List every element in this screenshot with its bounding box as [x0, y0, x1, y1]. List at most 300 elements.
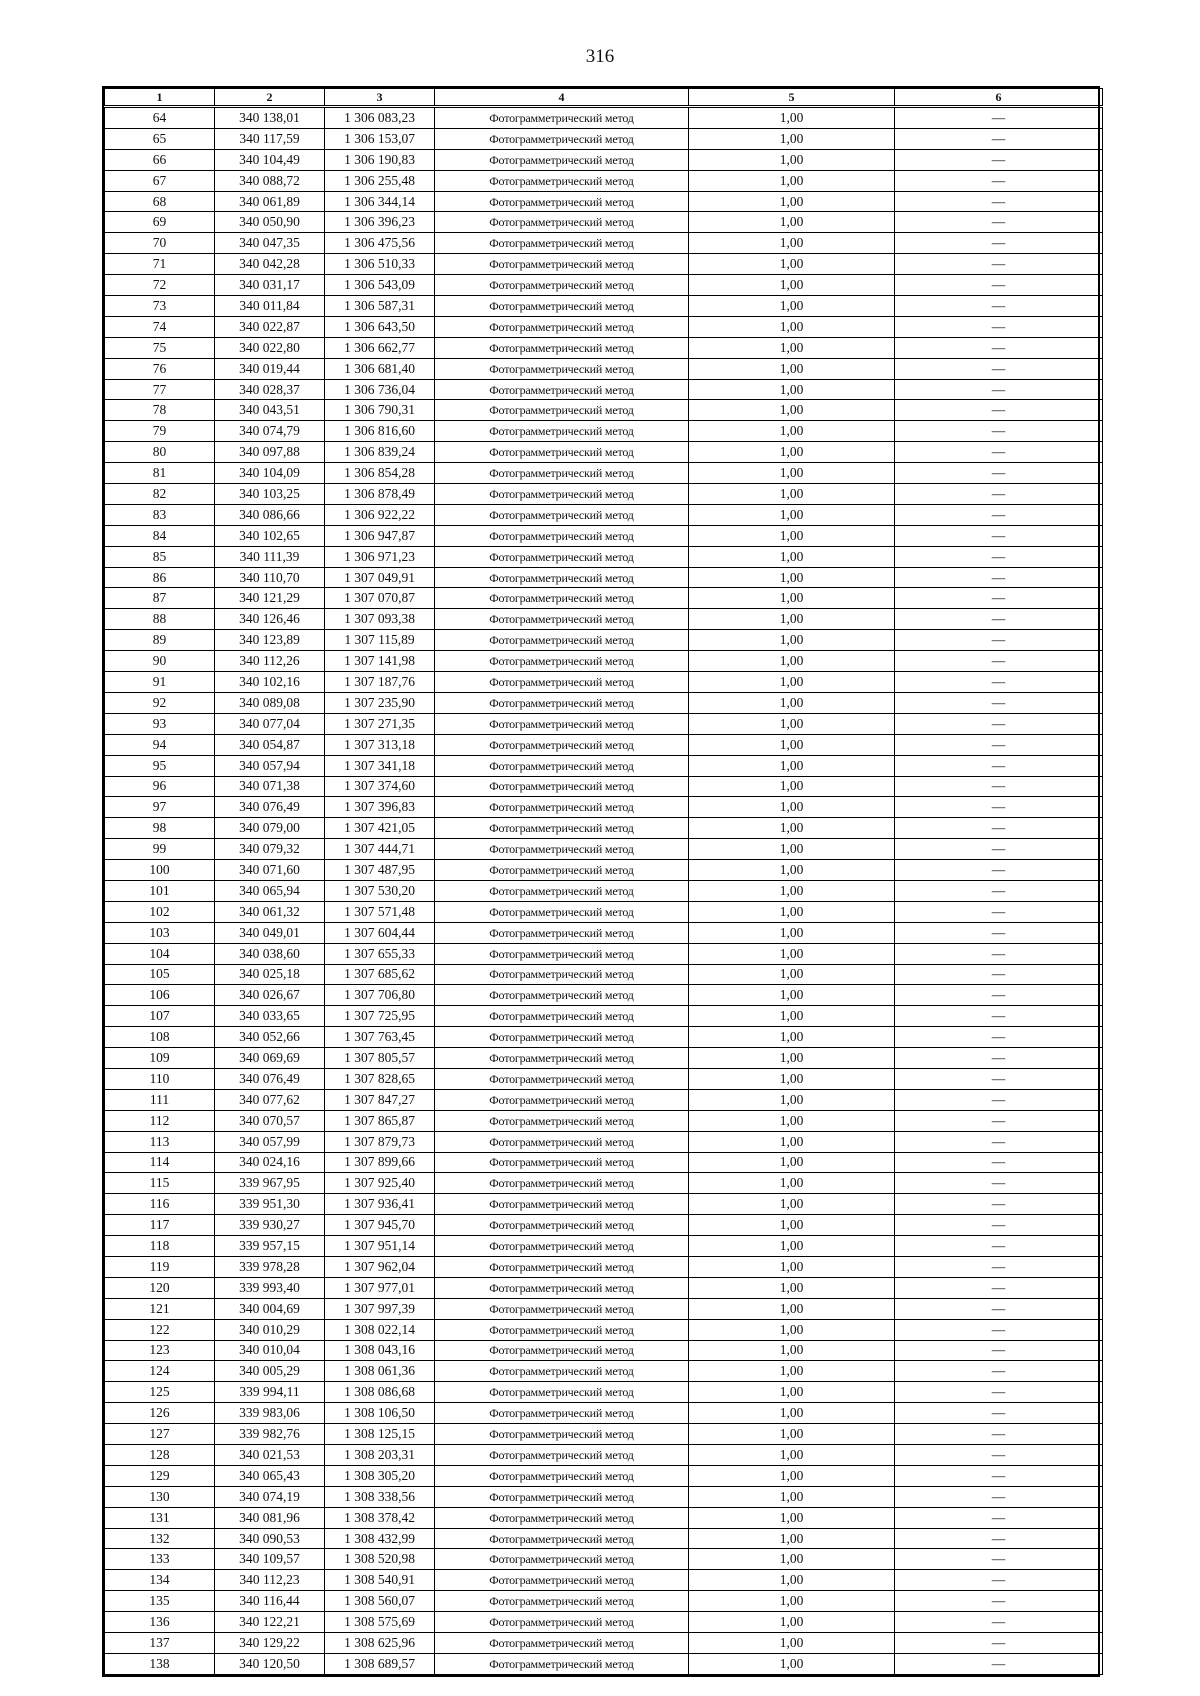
accuracy-cell: 1,00 [689, 1298, 895, 1319]
point-number-cell: 111 [105, 1089, 215, 1110]
y-coordinate-cell: 1 307 805,57 [325, 1048, 435, 1069]
point-number-cell: 135 [105, 1591, 215, 1612]
method-cell: Фотограмметрический метод [435, 275, 689, 296]
method-cell: Фотограмметрический метод [435, 901, 689, 922]
y-coordinate-cell: 1 308 625,96 [325, 1633, 435, 1654]
method-cell: Фотограмметрический метод [435, 170, 689, 191]
accuracy-cell: 1,00 [689, 1215, 895, 1236]
method-cell: Фотограмметрический метод [435, 692, 689, 713]
y-coordinate-cell: 1 308 106,50 [325, 1403, 435, 1424]
method-cell: Фотограмметрический метод [435, 421, 689, 442]
accuracy-cell: 1,00 [689, 1131, 895, 1152]
method-cell: Фотограмметрический метод [435, 1528, 689, 1549]
y-coordinate-cell: 1 307 421,05 [325, 818, 435, 839]
y-coordinate-cell: 1 306 947,87 [325, 525, 435, 546]
x-coordinate-cell: 340 112,23 [215, 1570, 325, 1591]
accuracy-cell: 1,00 [689, 170, 895, 191]
description-cell: — [895, 1131, 1103, 1152]
description-cell: — [895, 212, 1103, 233]
table-row [105, 1653, 1103, 1674]
description-cell: — [895, 964, 1103, 985]
point-number-cell: 131 [105, 1507, 215, 1528]
table-row [105, 1361, 1103, 1382]
description-cell: — [895, 797, 1103, 818]
point-number-cell: 91 [105, 672, 215, 693]
method-cell: Фотограмметрический метод [435, 233, 689, 254]
x-coordinate-cell: 340 047,35 [215, 233, 325, 254]
y-coordinate-cell: 1 308 378,42 [325, 1507, 435, 1528]
y-coordinate-cell: 1 307 925,40 [325, 1173, 435, 1194]
accuracy-cell: 1,00 [689, 504, 895, 525]
point-number-cell: 121 [105, 1298, 215, 1319]
point-number-cell: 137 [105, 1633, 215, 1654]
accuracy-cell: 1,00 [689, 149, 895, 170]
method-cell: Фотограмметрический метод [435, 1424, 689, 1445]
x-coordinate-cell: 340 088,72 [215, 170, 325, 191]
x-coordinate-cell: 340 077,04 [215, 713, 325, 734]
method-cell: Фотограмметрический метод [435, 546, 689, 567]
description-cell: — [895, 1403, 1103, 1424]
y-coordinate-cell: 1 306 153,07 [325, 128, 435, 149]
point-number-cell: 93 [105, 713, 215, 734]
accuracy-cell: 1,00 [689, 1633, 895, 1654]
x-coordinate-cell: 340 104,09 [215, 463, 325, 484]
method-cell: Фотограмметрический метод [435, 128, 689, 149]
point-number-cell: 85 [105, 546, 215, 567]
table-row [105, 1403, 1103, 1424]
table-row [105, 212, 1103, 233]
accuracy-cell: 1,00 [689, 1403, 895, 1424]
x-coordinate-cell: 340 097,88 [215, 442, 325, 463]
y-coordinate-cell: 1 306 854,28 [325, 463, 435, 484]
point-number-cell: 102 [105, 901, 215, 922]
table-row [105, 860, 1103, 881]
description-cell: — [895, 254, 1103, 275]
table-row [105, 692, 1103, 713]
method-cell: Фотограмметрический метод [435, 1048, 689, 1069]
description-cell: — [895, 755, 1103, 776]
table-row [105, 609, 1103, 630]
accuracy-cell: 1,00 [689, 651, 895, 672]
table-row [105, 107, 1103, 129]
point-number-cell: 89 [105, 630, 215, 651]
method-cell: Фотограмметрический метод [435, 1089, 689, 1110]
description-cell: — [895, 1027, 1103, 1048]
x-coordinate-cell: 340 010,04 [215, 1340, 325, 1361]
method-cell: Фотограмметрический метод [435, 442, 689, 463]
y-coordinate-cell: 1 306 816,60 [325, 421, 435, 442]
accuracy-cell: 1,00 [689, 860, 895, 881]
x-coordinate-cell: 340 005,29 [215, 1361, 325, 1382]
point-number-cell: 113 [105, 1131, 215, 1152]
method-cell: Фотограмметрический метод [435, 1006, 689, 1027]
point-number-cell: 103 [105, 922, 215, 943]
accuracy-cell: 1,00 [689, 1173, 895, 1194]
method-cell: Фотограмметрический метод [435, 1152, 689, 1173]
description-cell: — [895, 1089, 1103, 1110]
point-number-cell: 123 [105, 1340, 215, 1361]
point-number-cell: 98 [105, 818, 215, 839]
description-cell: — [895, 651, 1103, 672]
description-cell: — [895, 1215, 1103, 1236]
y-coordinate-cell: 1 308 061,36 [325, 1361, 435, 1382]
method-cell: Фотограмметрический метод [435, 630, 689, 651]
method-cell: Фотограмметрический метод [435, 776, 689, 797]
description-cell: — [895, 776, 1103, 797]
description-cell: — [895, 1653, 1103, 1674]
table-row [105, 254, 1103, 275]
method-cell: Фотограмметрический метод [435, 1277, 689, 1298]
y-coordinate-cell: 1 307 049,91 [325, 567, 435, 588]
point-number-cell: 127 [105, 1424, 215, 1445]
description-cell: — [895, 985, 1103, 1006]
table-row [105, 1319, 1103, 1340]
column-header-6: 6 [895, 89, 1103, 107]
table-row [105, 358, 1103, 379]
point-number-cell: 77 [105, 379, 215, 400]
accuracy-cell: 1,00 [689, 1528, 895, 1549]
accuracy-cell: 1,00 [689, 1068, 895, 1089]
table-row [105, 1507, 1103, 1528]
accuracy-cell: 1,00 [689, 254, 895, 275]
y-coordinate-cell: 1 306 475,56 [325, 233, 435, 254]
y-coordinate-cell: 1 307 141,98 [325, 651, 435, 672]
description-cell: — [895, 1340, 1103, 1361]
point-number-cell: 94 [105, 734, 215, 755]
description-cell: — [895, 128, 1103, 149]
point-number-cell: 136 [105, 1612, 215, 1633]
table-row [105, 1382, 1103, 1403]
x-coordinate-cell: 340 116,44 [215, 1591, 325, 1612]
table-row [105, 964, 1103, 985]
y-coordinate-cell: 1 307 235,90 [325, 692, 435, 713]
y-coordinate-cell: 1 307 951,14 [325, 1236, 435, 1257]
method-cell: Фотограмметрический метод [435, 1570, 689, 1591]
x-coordinate-cell: 340 076,49 [215, 797, 325, 818]
column-header-4: 4 [435, 89, 689, 107]
point-number-cell: 105 [105, 964, 215, 985]
description-cell: — [895, 1570, 1103, 1591]
accuracy-cell: 1,00 [689, 1570, 895, 1591]
table-row [105, 421, 1103, 442]
point-number-cell: 116 [105, 1194, 215, 1215]
description-cell: — [895, 1633, 1103, 1654]
accuracy-cell: 1,00 [689, 191, 895, 212]
description-cell: — [895, 1445, 1103, 1466]
point-number-cell: 128 [105, 1445, 215, 1466]
description-cell: — [895, 546, 1103, 567]
column-header-3: 3 [325, 89, 435, 107]
description-cell: — [895, 588, 1103, 609]
x-coordinate-cell: 340 052,66 [215, 1027, 325, 1048]
x-coordinate-cell: 339 994,11 [215, 1382, 325, 1403]
point-number-cell: 124 [105, 1361, 215, 1382]
method-cell: Фотограмметрический метод [435, 1194, 689, 1215]
method-cell: Фотограмметрический метод [435, 1507, 689, 1528]
accuracy-cell: 1,00 [689, 1361, 895, 1382]
method-cell: Фотограмметрический метод [435, 1173, 689, 1194]
x-coordinate-cell: 340 104,49 [215, 149, 325, 170]
accuracy-cell: 1,00 [689, 316, 895, 337]
x-coordinate-cell: 340 129,22 [215, 1633, 325, 1654]
table-row [105, 839, 1103, 860]
x-coordinate-cell: 340 043,51 [215, 400, 325, 421]
table-row [105, 588, 1103, 609]
method-cell: Фотограмметрический метод [435, 1612, 689, 1633]
accuracy-cell: 1,00 [689, 296, 895, 317]
x-coordinate-cell: 340 019,44 [215, 358, 325, 379]
method-cell: Фотограмметрический метод [435, 316, 689, 337]
x-coordinate-cell: 340 103,25 [215, 484, 325, 505]
y-coordinate-cell: 1 307 997,39 [325, 1298, 435, 1319]
accuracy-cell: 1,00 [689, 1382, 895, 1403]
x-coordinate-cell: 339 978,28 [215, 1256, 325, 1277]
y-coordinate-cell: 1 307 187,76 [325, 672, 435, 693]
table-row [105, 233, 1103, 254]
point-number-cell: 95 [105, 755, 215, 776]
table-row [105, 1445, 1103, 1466]
point-number-cell: 76 [105, 358, 215, 379]
accuracy-cell: 1,00 [689, 880, 895, 901]
method-cell: Фотограмметрический метод [435, 1403, 689, 1424]
x-coordinate-cell: 340 065,94 [215, 880, 325, 901]
description-cell: — [895, 400, 1103, 421]
y-coordinate-cell: 1 308 689,57 [325, 1653, 435, 1674]
point-number-cell: 101 [105, 880, 215, 901]
y-coordinate-cell: 1 306 971,23 [325, 546, 435, 567]
point-number-cell: 66 [105, 149, 215, 170]
accuracy-cell: 1,00 [689, 358, 895, 379]
table-row [105, 776, 1103, 797]
description-cell: — [895, 504, 1103, 525]
method-cell: Фотограмметрический метод [435, 1319, 689, 1340]
table-row [105, 316, 1103, 337]
y-coordinate-cell: 1 308 203,31 [325, 1445, 435, 1466]
y-coordinate-cell: 1 307 604,44 [325, 922, 435, 943]
table-row [105, 1110, 1103, 1131]
method-cell: Фотограмметрический метод [435, 1382, 689, 1403]
description-cell: — [895, 484, 1103, 505]
accuracy-cell: 1,00 [689, 797, 895, 818]
y-coordinate-cell: 1 306 681,40 [325, 358, 435, 379]
description-cell: — [895, 734, 1103, 755]
x-coordinate-cell: 340 028,37 [215, 379, 325, 400]
method-cell: Фотограмметрический метод [435, 818, 689, 839]
x-coordinate-cell: 340 038,60 [215, 943, 325, 964]
point-number-cell: 68 [105, 191, 215, 212]
y-coordinate-cell: 1 308 432,99 [325, 1528, 435, 1549]
description-cell: — [895, 1006, 1103, 1027]
y-coordinate-cell: 1 307 313,18 [325, 734, 435, 755]
table-row [105, 1027, 1103, 1048]
y-coordinate-cell: 1 307 571,48 [325, 901, 435, 922]
method-cell: Фотограмметрический метод [435, 880, 689, 901]
point-number-cell: 119 [105, 1256, 215, 1277]
method-cell: Фотограмметрический метод [435, 1131, 689, 1152]
y-coordinate-cell: 1 308 560,07 [325, 1591, 435, 1612]
description-cell: — [895, 1194, 1103, 1215]
table-row [105, 1486, 1103, 1507]
y-coordinate-cell: 1 306 255,48 [325, 170, 435, 191]
table-row [105, 170, 1103, 191]
accuracy-cell: 1,00 [689, 1194, 895, 1215]
x-coordinate-cell: 340 033,65 [215, 1006, 325, 1027]
point-number-cell: 64 [105, 107, 215, 129]
table-row [105, 191, 1103, 212]
table-row [105, 128, 1103, 149]
x-coordinate-cell: 340 126,46 [215, 609, 325, 630]
description-cell: — [895, 901, 1103, 922]
accuracy-cell: 1,00 [689, 233, 895, 254]
description-cell: — [895, 525, 1103, 546]
accuracy-cell: 1,00 [689, 567, 895, 588]
table-row [105, 1633, 1103, 1654]
method-cell: Фотограмметрический метод [435, 672, 689, 693]
x-coordinate-cell: 340 138,01 [215, 107, 325, 129]
accuracy-cell: 1,00 [689, 337, 895, 358]
method-cell: Фотограмметрический метод [435, 734, 689, 755]
description-cell: — [895, 107, 1103, 129]
point-number-cell: 87 [105, 588, 215, 609]
point-number-cell: 78 [105, 400, 215, 421]
x-coordinate-cell: 340 086,66 [215, 504, 325, 525]
x-coordinate-cell: 340 081,96 [215, 1507, 325, 1528]
y-coordinate-cell: 1 308 338,56 [325, 1486, 435, 1507]
y-coordinate-cell: 1 307 271,35 [325, 713, 435, 734]
y-coordinate-cell: 1 307 487,95 [325, 860, 435, 881]
table-row [105, 630, 1103, 651]
table-row [105, 1173, 1103, 1194]
x-coordinate-cell: 340 061,32 [215, 901, 325, 922]
description-cell: — [895, 1465, 1103, 1486]
y-coordinate-cell: 1 307 936,41 [325, 1194, 435, 1215]
table-row [105, 1340, 1103, 1361]
y-coordinate-cell: 1 306 083,23 [325, 107, 435, 129]
description-cell: — [895, 839, 1103, 860]
table-row [105, 567, 1103, 588]
table-row [105, 1549, 1103, 1570]
y-coordinate-cell: 1 306 543,09 [325, 275, 435, 296]
x-coordinate-cell: 339 957,15 [215, 1236, 325, 1257]
table-row [105, 713, 1103, 734]
page-number: 316 [585, 46, 615, 67]
table-row [105, 1152, 1103, 1173]
y-coordinate-cell: 1 306 510,33 [325, 254, 435, 275]
method-cell: Фотограмметрический метод [435, 191, 689, 212]
point-number-cell: 104 [105, 943, 215, 964]
description-cell: — [895, 275, 1103, 296]
accuracy-cell: 1,00 [689, 525, 895, 546]
y-coordinate-cell: 1 307 977,01 [325, 1277, 435, 1298]
accuracy-cell: 1,00 [689, 839, 895, 860]
y-coordinate-cell: 1 306 643,50 [325, 316, 435, 337]
table-row [105, 1194, 1103, 1215]
y-coordinate-cell: 1 308 043,16 [325, 1340, 435, 1361]
x-coordinate-cell: 340 024,16 [215, 1152, 325, 1173]
accuracy-cell: 1,00 [689, 484, 895, 505]
method-cell: Фотограмметрический метод [435, 755, 689, 776]
table-row [105, 484, 1103, 505]
accuracy-cell: 1,00 [689, 421, 895, 442]
description-cell: — [895, 379, 1103, 400]
y-coordinate-cell: 1 307 828,65 [325, 1068, 435, 1089]
point-number-cell: 106 [105, 985, 215, 1006]
x-coordinate-cell: 340 077,62 [215, 1089, 325, 1110]
y-coordinate-cell: 1 307 341,18 [325, 755, 435, 776]
point-number-cell: 92 [105, 692, 215, 713]
accuracy-cell: 1,00 [689, 818, 895, 839]
table-row [105, 1277, 1103, 1298]
accuracy-cell: 1,00 [689, 1048, 895, 1069]
description-cell: — [895, 1110, 1103, 1131]
y-coordinate-cell: 1 306 922,22 [325, 504, 435, 525]
y-coordinate-cell: 1 307 115,89 [325, 630, 435, 651]
accuracy-cell: 1,00 [689, 630, 895, 651]
description-cell: — [895, 1152, 1103, 1173]
x-coordinate-cell: 340 074,79 [215, 421, 325, 442]
accuracy-cell: 1,00 [689, 107, 895, 129]
accuracy-cell: 1,00 [689, 1507, 895, 1528]
description-cell: — [895, 337, 1103, 358]
column-header-2: 2 [215, 89, 325, 107]
accuracy-cell: 1,00 [689, 672, 895, 693]
y-coordinate-cell: 1 307 962,04 [325, 1256, 435, 1277]
accuracy-cell: 1,00 [689, 692, 895, 713]
method-cell: Фотограмметрический метод [435, 107, 689, 129]
point-number-cell: 67 [105, 170, 215, 191]
x-coordinate-cell: 340 110,70 [215, 567, 325, 588]
accuracy-cell: 1,00 [689, 755, 895, 776]
table-row [105, 275, 1103, 296]
x-coordinate-cell: 340 057,99 [215, 1131, 325, 1152]
x-coordinate-cell: 339 983,06 [215, 1403, 325, 1424]
accuracy-cell: 1,00 [689, 1612, 895, 1633]
table-row [105, 818, 1103, 839]
point-number-cell: 97 [105, 797, 215, 818]
table-row [105, 1424, 1103, 1445]
x-coordinate-cell: 340 022,80 [215, 337, 325, 358]
table-row [105, 546, 1103, 567]
y-coordinate-cell: 1 308 125,15 [325, 1424, 435, 1445]
table-row [105, 296, 1103, 317]
table-row [105, 400, 1103, 421]
method-cell: Фотограмметрический метод [435, 400, 689, 421]
description-cell: — [895, 1486, 1103, 1507]
x-coordinate-cell: 340 079,00 [215, 818, 325, 839]
description-cell: — [895, 713, 1103, 734]
y-coordinate-cell: 1 307 706,80 [325, 985, 435, 1006]
method-cell: Фотограмметрический метод [435, 1591, 689, 1612]
table-row [105, 1215, 1103, 1236]
x-coordinate-cell: 340 117,59 [215, 128, 325, 149]
description-cell: — [895, 1068, 1103, 1089]
accuracy-cell: 1,00 [689, 1465, 895, 1486]
accuracy-cell: 1,00 [689, 713, 895, 734]
y-coordinate-cell: 1 307 685,62 [325, 964, 435, 985]
x-coordinate-cell: 340 065,43 [215, 1465, 325, 1486]
point-number-cell: 115 [105, 1173, 215, 1194]
description-cell: — [895, 1507, 1103, 1528]
description-cell: — [895, 609, 1103, 630]
description-cell: — [895, 692, 1103, 713]
method-cell: Фотограмметрический метод [435, 1110, 689, 1131]
accuracy-cell: 1,00 [689, 1549, 895, 1570]
x-coordinate-cell: 340 011,84 [215, 296, 325, 317]
method-cell: Фотограмметрический метод [435, 922, 689, 943]
method-cell: Фотограмметрический метод [435, 860, 689, 881]
table-row [105, 337, 1103, 358]
accuracy-cell: 1,00 [689, 212, 895, 233]
